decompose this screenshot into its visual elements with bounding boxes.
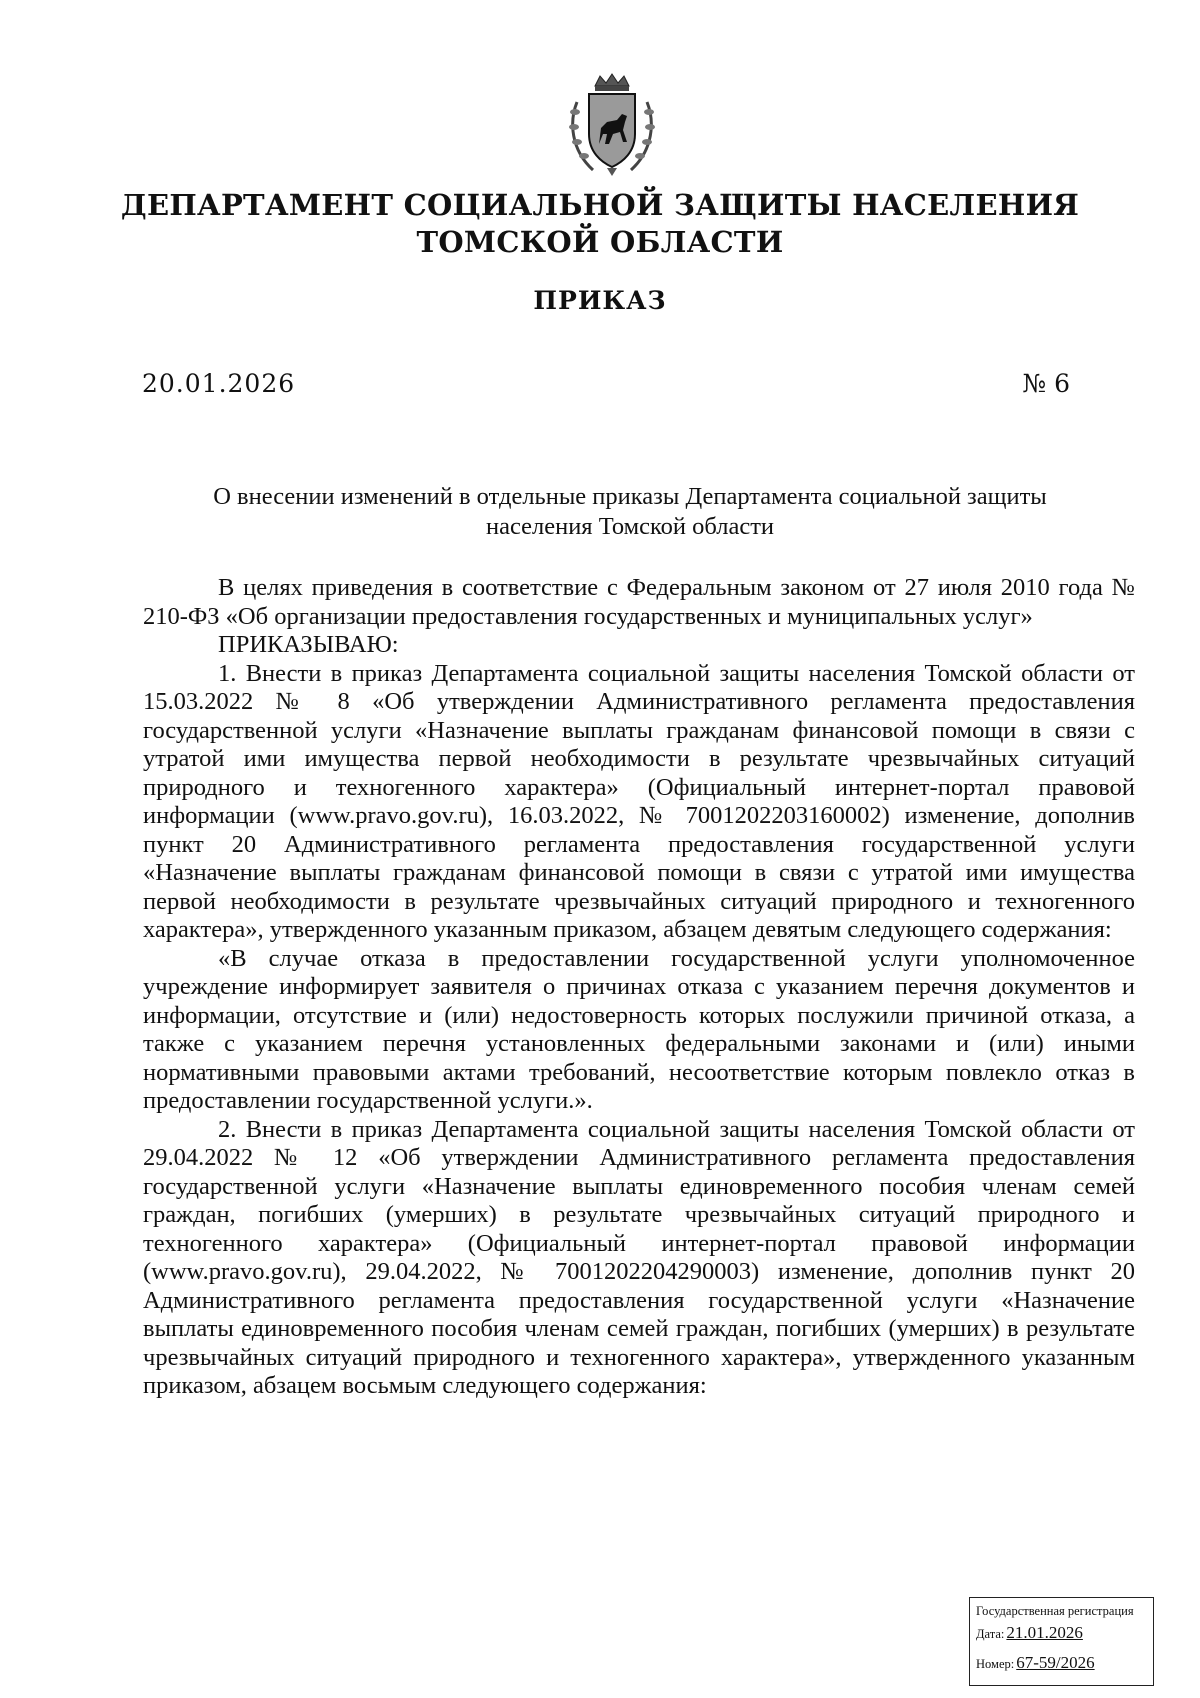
coat-of-arms-emblem xyxy=(567,72,657,180)
organization-name-line1: ДЕПАРТАМЕНТ СОЦИАЛЬНОЙ ЗАЩИТЫ НАСЕЛЕНИЯ xyxy=(120,188,1080,222)
document-number: № 6 xyxy=(1022,369,1070,398)
item-2-paragraph: 2. Внести в приказ Департамента социальной защиты населения Томской области от 29.04.2022 № 12 «Об утверждении Административного регламента предоставления государственной услуги «Назначение выплаты единовременного пособия членам семей граждан, погибших (умерших) в результате чрезвычайных ситуаций природного и техногенного характера» (Официальный интернет-портал правовой информации (www.pravo.gov.ru), 29.04.2022, № 7001202204290003) изменение, дополнив пункт 20 Административного регламента предоставления государственной услуги «Назначение выплаты единовременного пособия членам семей граждан, погибших (умерших) в результате чрезвычайных ситуаций природного и техногенного характера», утвержденного указанным приказом, абзацем восьмым следующего содержания: xyxy=(143,1115,1135,1399)
stamp-date-label: Дата: xyxy=(976,1627,1005,1641)
intro-paragraph: В целях приведения в соответствие с Федеральным законом от 27 июля 2010 года № 210-ФЗ «Об организации предоставления государственных и муниципальных услуг» xyxy=(143,574,1135,630)
document-subject xyxy=(190,482,1070,542)
stamp-number-value: 67-59/2026 xyxy=(1016,1653,1095,1672)
stamp-number-row xyxy=(976,1653,1095,1673)
stamp-title: Государственная регистрация xyxy=(976,1604,1134,1618)
order-word: ПРИКАЗЫВАЮ: xyxy=(218,631,399,658)
document-body xyxy=(143,574,1135,1401)
registration-stamp xyxy=(969,1597,1154,1686)
stamp-date-row xyxy=(976,1623,1083,1643)
stamp-number-label: Номер: xyxy=(976,1657,1015,1671)
document-type: ПРИКАЗ xyxy=(533,286,667,315)
document-date: 20.01.2026 xyxy=(142,369,296,398)
stamp-date-value: 21.01.2026 xyxy=(1006,1623,1083,1642)
subject-line1: О внесении изменений в отдельные приказы Департамента социальной защиты xyxy=(213,483,1047,510)
subject-line2: населения Томской области xyxy=(485,513,775,540)
organization-name-line2: ТОМСКОЙ ОБЛАСТИ xyxy=(416,225,784,259)
quote-1-paragraph: «В случае отказа в предоставлении государственной услуги уполномоченное учреждение информирует заявителя о причинах отказа с указанием перечня документов и информации, отсутствие и (или) недостоверность которых послужили причиной отказа, а также с указанием перечня установленных федеральными законами и (или) иными нормативными правовыми актами требований, несоответствие которым повлекло отказ в предоставлении государственной услуги.». xyxy=(143,944,1135,1114)
item-1-paragraph: 1. Внести в приказ Департамента социальной защиты населения Томской области от 15.03.2022 № 8 «Об утверждении Административного регламента предоставления государственной услуги «Назначение выплаты гражданам финансовой помощи в связи с утратой ими имущества первой необходимости в результате чрезвычайных ситуаций природного и техногенного характера» (Официальный интернет-портал правовой информации (www.pravo.gov.ru), 16.03.2022, № 7001202203160002) изменение, дополнив пункт 20 Административного регламента предоставления государственной услуги «Назначение выплаты гражданам финансовой помощи в связи с утратой ими имущества первой необходимости в результате чрезвычайных ситуаций природного и техногенного характера», утвержденного указанным приказом, абзацем девятым следующего содержания: xyxy=(143,659,1135,943)
coat-of-arms-icon xyxy=(567,72,657,180)
